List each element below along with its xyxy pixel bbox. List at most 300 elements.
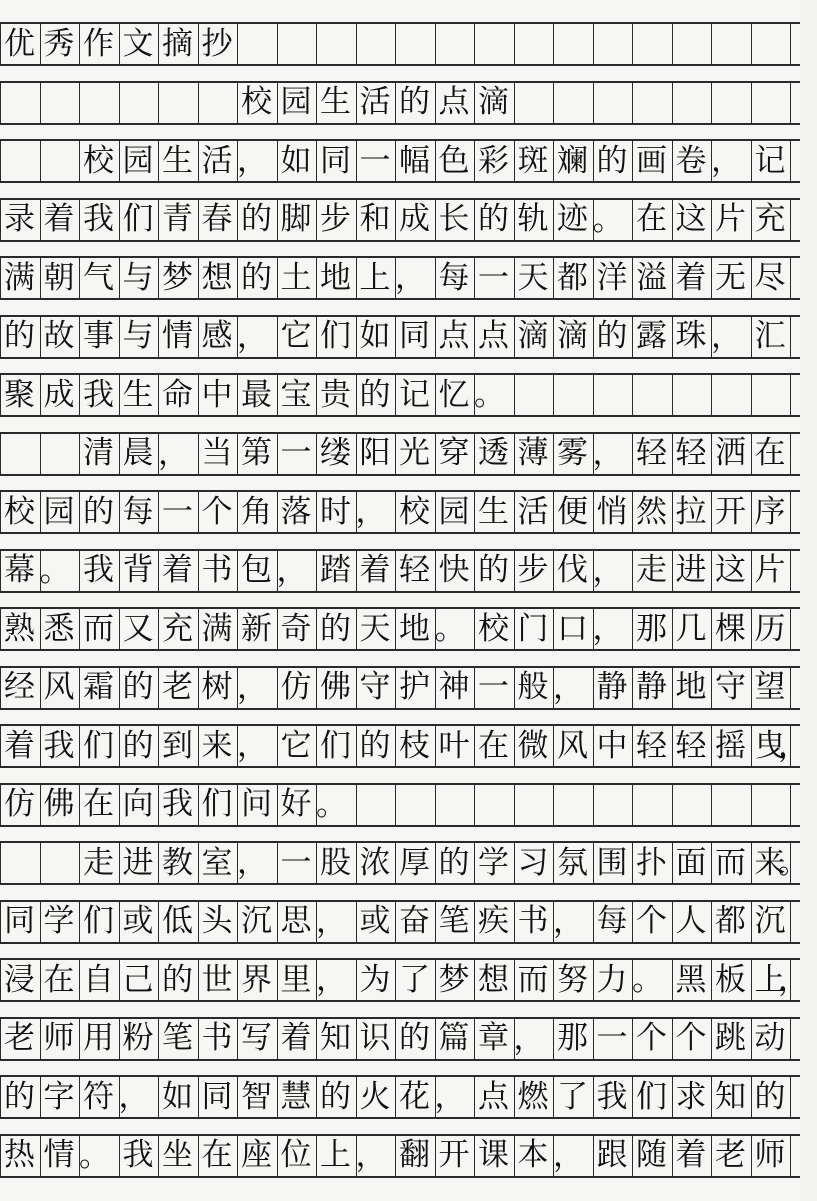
essay-char: ， — [237, 845, 268, 881]
essay-char: 走 — [83, 844, 114, 881]
essay-char: 如 — [162, 1078, 193, 1115]
essay-char: 的 — [122, 727, 154, 764]
essay-char: 都 — [557, 259, 588, 296]
essay-char: 这 — [675, 201, 707, 237]
essay-char: 拉 — [675, 493, 707, 530]
essay-char: 符 — [83, 1078, 114, 1115]
essay-char: 的 — [359, 376, 391, 413]
essay-char: 师 — [43, 1020, 75, 1056]
grid-divider — [395, 24, 396, 64]
essay-char: 棵 — [715, 610, 746, 647]
essay-char: 当 — [201, 435, 233, 471]
essay-char: 般 — [517, 669, 549, 705]
essay-char: 。 — [316, 786, 347, 823]
essay-char: 聚 — [4, 376, 35, 413]
essay-char: 的 — [478, 201, 509, 237]
essay-char: 在 — [83, 786, 114, 822]
essay-char: 中 — [201, 376, 233, 413]
essay-line-row — [0, 607, 800, 651]
essay-char: 斓 — [557, 142, 588, 179]
essay-char: 充 — [162, 610, 193, 647]
grid-divider — [40, 843, 41, 883]
essay-char: 进 — [675, 552, 707, 588]
essay-char: 我 — [83, 376, 114, 413]
essay-char: 我 — [122, 1137, 154, 1173]
essay-char: 校 — [478, 610, 509, 647]
grid-divider — [711, 24, 712, 64]
essay-char: 缕 — [320, 435, 351, 471]
essay-char: 同 — [320, 142, 351, 179]
essay-char: 长 — [438, 201, 470, 237]
essay-char: 里 — [280, 961, 312, 998]
header-row — [0, 22, 800, 66]
essay-char: 门 — [517, 610, 549, 647]
grid-divider — [40, 141, 41, 181]
grid-divider — [514, 785, 515, 825]
essay-char: 我 — [83, 201, 114, 237]
essay-char: 努 — [557, 961, 588, 998]
essay-char: 充 — [754, 201, 786, 237]
essay-char: 书 — [201, 1020, 233, 1056]
essay-char: 感 — [201, 318, 233, 354]
grid-divider — [790, 375, 791, 415]
essay-char: ， — [553, 903, 584, 940]
essay-line-row — [0, 373, 800, 417]
essay-char: 浓 — [359, 844, 391, 881]
grid-divider — [751, 375, 752, 415]
grid-divider — [553, 785, 554, 825]
essay-char: 头 — [201, 903, 233, 939]
essay-char: 那 — [557, 1020, 588, 1056]
essay-char: 围 — [596, 844, 628, 881]
essay-char: 个 — [201, 493, 233, 530]
essay-char: 角 — [241, 493, 272, 530]
essay-char: 界 — [241, 961, 272, 998]
essay-char: 的 — [122, 669, 154, 705]
essay-char: ， — [778, 728, 809, 764]
essay-char: 进 — [122, 844, 154, 881]
grid-divider — [277, 24, 278, 64]
essay-char: 课 — [478, 1137, 509, 1173]
essay-char: 好 — [280, 786, 312, 822]
essay-char: 书 — [201, 552, 233, 588]
essay-char: 点 — [478, 318, 509, 354]
grid-divider — [356, 24, 357, 64]
essay-char: 叶 — [438, 727, 470, 764]
grid-divider — [395, 785, 396, 825]
essay-char: 。 — [592, 201, 624, 238]
header-char: 作 — [83, 25, 114, 62]
essay-char: 与 — [122, 259, 154, 296]
grid-divider — [553, 375, 554, 415]
essay-char: 的 — [596, 142, 628, 179]
essay-char: 一 — [162, 493, 193, 530]
title-row — [0, 81, 800, 125]
essay-char: 着 — [675, 259, 707, 296]
essay-char: 记 — [754, 142, 786, 179]
essay-line-row — [0, 1075, 800, 1119]
essay-char: 想 — [478, 961, 509, 998]
grid-divider — [40, 434, 41, 474]
essay-char: 最 — [241, 376, 272, 413]
title-char: 活 — [359, 84, 391, 120]
essay-char: 幕 — [4, 552, 35, 588]
essay-char: 的 — [83, 493, 114, 530]
grid-divider — [790, 785, 791, 825]
essay-char: 或 — [122, 903, 154, 939]
grid-divider — [237, 24, 238, 64]
essay-char: 地 — [320, 259, 351, 296]
essay-char: 的 — [754, 1078, 786, 1115]
essay-char: 在 — [636, 201, 667, 237]
essay-char: 彩 — [478, 142, 509, 179]
grid-divider — [0, 434, 1, 474]
grid-divider — [751, 785, 752, 825]
essay-char: 天 — [517, 259, 549, 296]
essay-char: 悉 — [43, 610, 75, 647]
essay-char: 跳 — [715, 1020, 746, 1056]
essay-char: 书 — [517, 903, 549, 939]
grid-divider — [790, 258, 791, 298]
essay-char: 伐 — [557, 552, 588, 588]
essay-char: 校 — [4, 493, 35, 530]
essay-char: 静 — [596, 669, 628, 705]
essay-char: 生 — [122, 376, 154, 413]
essay-char: 沉 — [241, 903, 272, 939]
essay-char: 风 — [43, 669, 75, 705]
essay-char: ， — [592, 611, 624, 647]
essay-char: 师 — [754, 1137, 786, 1173]
essay-char: 个 — [636, 1020, 667, 1056]
essay-char: 座 — [241, 1137, 272, 1173]
essay-char: 梦 — [438, 961, 470, 998]
grid-divider — [514, 83, 515, 123]
essay-char: ， — [118, 1079, 150, 1115]
essay-char: 我 — [83, 552, 114, 588]
essay-char: 。 — [474, 377, 505, 413]
essay-char: 们 — [122, 201, 154, 237]
essay-char: 着 — [4, 727, 35, 764]
grid-divider — [632, 375, 633, 415]
essay-char: 智 — [241, 1078, 272, 1115]
essay-char: 来 — [201, 727, 233, 764]
grid-divider — [158, 83, 159, 123]
essay-line-row — [0, 900, 800, 944]
essay-char: 一 — [359, 142, 391, 179]
essay-char: 而 — [715, 844, 746, 881]
grid-divider — [119, 83, 120, 123]
essay-char: 活 — [201, 142, 233, 179]
essay-char: 点 — [478, 1078, 509, 1115]
essay-char: 跟 — [596, 1137, 628, 1173]
essay-char: 晨 — [122, 435, 154, 471]
essay-char: 厚 — [399, 844, 430, 881]
essay-char: 们 — [83, 903, 114, 939]
essay-char: 的 — [4, 318, 35, 354]
essay-char: 故 — [43, 318, 75, 354]
grid-divider — [474, 785, 475, 825]
essay-char: 新 — [241, 610, 272, 647]
essay-char: 到 — [162, 727, 193, 764]
essay-char: 老 — [4, 1020, 35, 1056]
essay-char: 录 — [4, 201, 35, 237]
essay-char: 力 — [596, 961, 628, 998]
grid-divider — [514, 24, 515, 64]
essay-char: 们 — [320, 727, 351, 764]
essay-char: 包 — [241, 552, 272, 588]
essay-char: ， — [553, 669, 584, 706]
grid-divider — [474, 24, 475, 64]
essay-char: 着 — [675, 1137, 707, 1173]
essay-char: 的 — [438, 844, 470, 881]
essay-char: 校 — [399, 493, 430, 530]
essay-char: 们 — [201, 786, 233, 822]
essay-char: 的 — [596, 318, 628, 354]
essay-char: 同 — [399, 318, 430, 354]
essay-char: 幅 — [399, 142, 430, 179]
essay-char: 学 — [43, 903, 75, 939]
essay-char: 静 — [636, 669, 667, 705]
grid-divider — [198, 83, 199, 123]
essay-char: 上 — [754, 961, 786, 998]
essay-char: 知 — [320, 1020, 351, 1056]
essay-char: 满 — [4, 259, 35, 296]
essay-char: 经 — [4, 669, 35, 705]
essay-char: 脚 — [280, 201, 312, 237]
essay-char: ， — [355, 494, 387, 530]
essay-char: 慧 — [280, 1078, 312, 1115]
essay-char: 开 — [715, 493, 746, 530]
grid-divider — [435, 24, 436, 64]
essay-char: 洋 — [596, 259, 628, 296]
essay-char: 黑 — [675, 961, 707, 998]
essay-char: 教 — [162, 844, 193, 881]
essay-char: 点 — [438, 318, 470, 354]
essay-char: 气 — [83, 259, 114, 296]
essay-char: 的 — [399, 1020, 430, 1056]
essay-char: 的 — [241, 201, 272, 237]
essay-char: 着 — [280, 1020, 312, 1056]
essay-char: 卷 — [675, 142, 707, 179]
grid-divider — [790, 1019, 791, 1059]
essay-char: 上 — [320, 1137, 351, 1173]
essay-char: 中 — [596, 727, 628, 764]
essay-char: 贵 — [320, 376, 351, 413]
essay-char: 笔 — [162, 1020, 193, 1056]
essay-char: 口 — [557, 610, 588, 647]
essay-char: 老 — [162, 669, 193, 705]
essay-char: 翻 — [399, 1137, 430, 1173]
essay-char: 这 — [715, 552, 746, 588]
essay-char: 开 — [438, 1137, 470, 1173]
grid-divider — [711, 83, 712, 123]
essay-char: 。 — [79, 1137, 110, 1174]
essay-char: ， — [711, 143, 742, 179]
title-char: 的 — [399, 84, 430, 120]
essay-char: 个 — [636, 903, 667, 939]
essay-char: 又 — [122, 610, 154, 647]
essay-char: 生 — [162, 142, 193, 179]
essay-char: 成 — [43, 376, 75, 413]
grid-divider — [672, 785, 673, 825]
essay-char: 都 — [715, 903, 746, 939]
essay-char: ， — [237, 143, 268, 179]
essay-char: 忆 — [438, 376, 470, 413]
essay-char: 曳 — [754, 727, 786, 764]
essay-char: 为 — [359, 961, 391, 998]
essay-char: 。 — [632, 962, 663, 998]
essay-char: 溢 — [636, 259, 667, 296]
grid-divider — [79, 83, 80, 123]
essay-char: 室 — [201, 844, 233, 881]
essay-char: 事 — [83, 318, 114, 354]
essay-char: 洒 — [715, 435, 746, 471]
grid-divider — [790, 609, 791, 649]
essay-char: 青 — [162, 201, 193, 237]
grid-divider — [790, 551, 791, 591]
essay-line-row — [0, 490, 800, 534]
essay-char: 。 — [434, 611, 466, 647]
essay-char: 一 — [280, 435, 312, 471]
grid-divider — [790, 1077, 791, 1117]
essay-char: 熟 — [4, 610, 35, 647]
essay-char: 氛 — [557, 844, 588, 881]
essay-char: 宝 — [280, 376, 312, 413]
essay-char: 踏 — [320, 552, 351, 588]
essay-char: 历 — [754, 610, 786, 647]
essay-char: 情 — [162, 318, 193, 354]
essay-char: 迹 — [557, 201, 588, 237]
essay-char: 时 — [320, 493, 351, 530]
essay-char: 轻 — [675, 435, 707, 471]
essay-char: 命 — [162, 376, 193, 413]
essay-char: 朝 — [43, 259, 75, 296]
grid-divider — [316, 24, 317, 64]
essay-char: 它 — [280, 727, 312, 764]
grid-divider — [711, 375, 712, 415]
grid-divider — [0, 141, 1, 181]
essay-char: 校 — [83, 142, 114, 179]
essay-char: 第 — [241, 435, 272, 471]
essay-char: 一 — [478, 259, 509, 296]
essay-char: 园 — [438, 493, 470, 530]
essay-char: 用 — [83, 1020, 114, 1056]
essay-char: 地 — [675, 669, 707, 705]
essay-char: 走 — [636, 552, 667, 588]
essay-line-row — [0, 666, 800, 710]
grid-divider — [790, 83, 791, 123]
essay-char: ， — [592, 435, 624, 472]
essay-char: 成 — [399, 201, 430, 237]
essay-char: 们 — [83, 727, 114, 764]
essay-char: 风 — [557, 727, 588, 764]
grid-divider — [790, 200, 791, 240]
grid-divider — [0, 83, 1, 123]
essay-char: 那 — [636, 610, 667, 647]
essay-char: 而 — [83, 610, 114, 647]
essay-char: 粉 — [122, 1020, 154, 1056]
essay-char: 活 — [517, 493, 549, 530]
essay-char: 如 — [359, 318, 391, 354]
essay-line-row — [0, 139, 800, 183]
essay-char: 薄 — [517, 435, 549, 471]
essay-char: 我 — [43, 727, 75, 764]
essay-char: 识 — [359, 1020, 391, 1056]
essay-line-row — [0, 256, 800, 300]
essay-char: ， — [711, 318, 742, 355]
essay-char: 序 — [754, 493, 786, 530]
grid-divider — [672, 83, 673, 123]
essay-char: 我 — [596, 1078, 628, 1115]
essay-line-row — [0, 315, 800, 359]
essay-char: 如 — [280, 142, 312, 179]
essay-char: 的 — [241, 259, 272, 296]
essay-char: 汇 — [754, 318, 786, 354]
essay-char: 着 — [162, 552, 193, 588]
grid-divider — [553, 24, 554, 64]
essay-char: 斑 — [517, 142, 549, 179]
grid-divider — [632, 785, 633, 825]
essay-char: 一 — [478, 669, 509, 705]
essay-char: 步 — [517, 552, 549, 588]
header-char: 文 — [122, 25, 154, 62]
essay-char: 阳 — [359, 435, 391, 471]
essay-char: 在 — [43, 961, 75, 998]
grid-divider — [751, 83, 752, 123]
title-char: 园 — [280, 84, 312, 120]
essay-char: 画 — [636, 142, 667, 179]
essay-line-row — [0, 724, 809, 768]
essay-char: 一 — [280, 844, 312, 881]
essay-char: 热 — [4, 1137, 35, 1173]
essay-char: 在 — [478, 727, 509, 764]
essay-char: 雾 — [557, 435, 588, 471]
essay-line-row — [0, 198, 800, 242]
grid-divider — [790, 668, 791, 708]
essay-char: 想 — [201, 259, 233, 296]
grid-divider — [751, 24, 752, 64]
essay-char: 春 — [201, 201, 233, 237]
essay-char: 便 — [557, 493, 588, 530]
essay-char: 浸 — [4, 961, 35, 998]
essay-char: 。 — [39, 552, 71, 589]
essay-char: 佛 — [43, 786, 75, 822]
essay-char: 它 — [280, 318, 312, 354]
essay-char: 的 — [478, 552, 509, 588]
essay-char: 位 — [280, 1137, 312, 1173]
grid-divider — [790, 434, 791, 474]
essay-char: ， — [513, 1020, 545, 1057]
essay-char: 知 — [715, 1078, 746, 1115]
essay-char: 思 — [280, 903, 312, 939]
essay-char: 天 — [359, 610, 391, 647]
essay-char: 的 — [320, 610, 351, 647]
essay-char: 坐 — [162, 1137, 193, 1173]
essay-char: 问 — [241, 786, 272, 822]
essay-char: 板 — [715, 961, 746, 998]
essay-char: 穿 — [438, 435, 470, 471]
essay-char: 每 — [596, 903, 628, 939]
essay-char: 神 — [438, 669, 470, 705]
essay-char: 们 — [320, 318, 351, 354]
essay-char: 同 — [201, 1078, 233, 1115]
header-char: 抄 — [201, 25, 233, 62]
essay-char: 轻 — [636, 435, 667, 471]
essay-char: 园 — [43, 493, 75, 530]
essay-char: 土 — [280, 259, 312, 296]
essay-char: 本 — [517, 1137, 549, 1173]
essay-char: ， — [237, 669, 268, 706]
